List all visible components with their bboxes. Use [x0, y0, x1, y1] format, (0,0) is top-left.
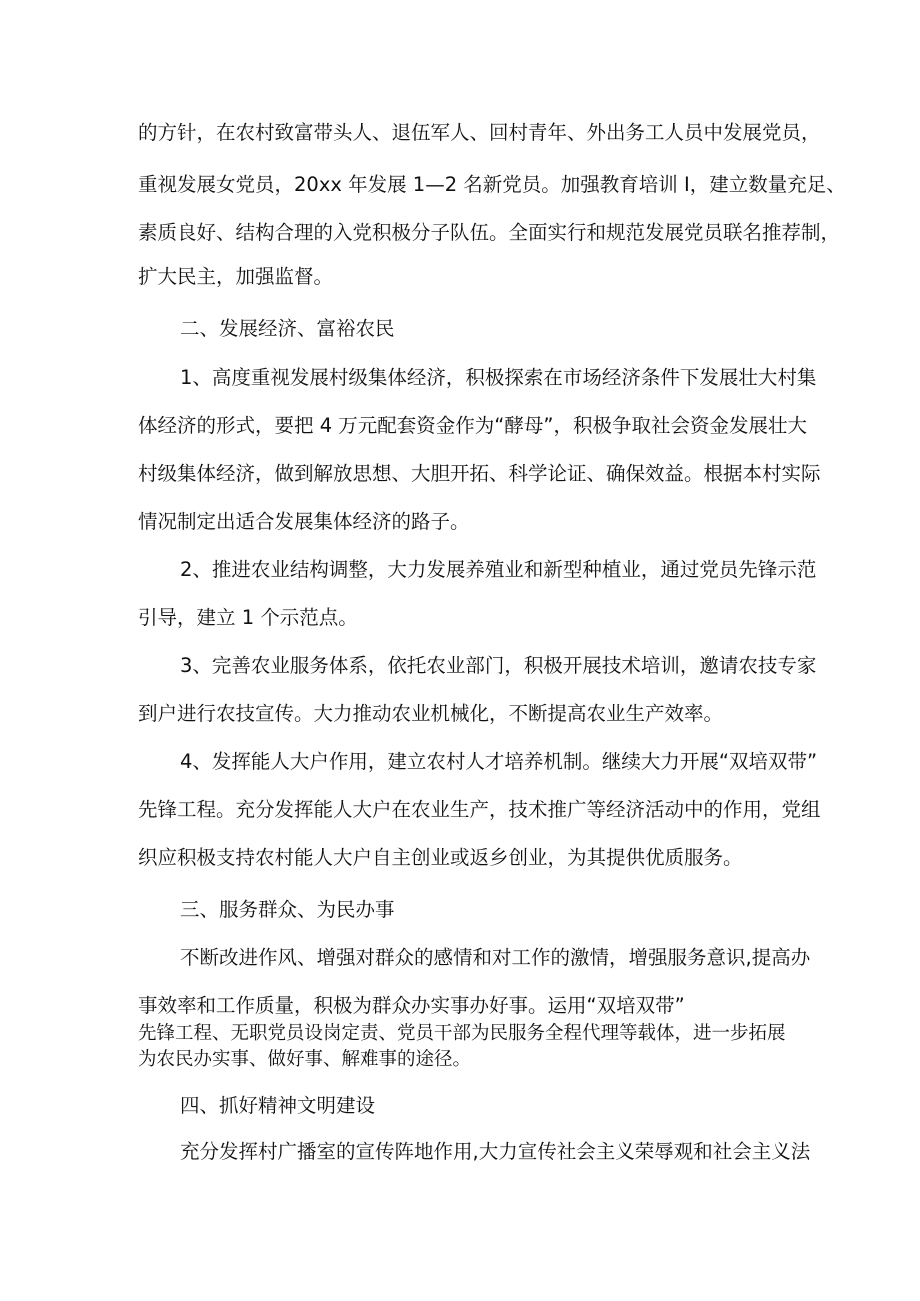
text-line: 事效率和工作质量，积极为群众办实事办好事。运用“双培双带” — [138, 994, 685, 1017]
text-line: 2、推进农业结构调整，大力发展养殖业和新型种植业，通过党员先锋示范 — [180, 558, 817, 581]
text-line: 引导，建立 1 个示范点。 — [138, 606, 358, 629]
text-line: 为农民办实事、做好事、解难事的途径。 — [138, 1049, 472, 1070]
text-line: 情况制定出适合发展集体经济的路子。 — [138, 510, 470, 533]
text-line: 体经济的形式，要把 4 万元配套资金作为“酵母”，积极争取社会资金发展壮大 — [138, 414, 808, 437]
text-line: 织应积极支持农村能人大户自主创业或返乡创业，为其提供优质服务。 — [138, 846, 743, 869]
text-line: 3、完善农业服务体系，依托农业部门，积极开展技术培训，邀请农技专家 — [180, 654, 817, 677]
section-heading: 四、抓好精神文明建设 — [180, 1094, 376, 1117]
section-heading: 二、发展经济、富裕农民 — [180, 317, 395, 340]
text-line: 重视发展女党员，20xx 年发展 1—2 名新党员。加强教育培训 I，建立数量充足、 — [138, 173, 846, 196]
text-line: 先锋工程、无职党员设岗定责、党员干部为民服务全程代理等载体，进一步拓展 — [138, 1023, 786, 1044]
text-line: 先锋工程。充分发挥能人大户在农业生产，技术推广等经济活动中的作用，党组 — [138, 798, 821, 821]
text-line: 的方针，在农村致富带头人、退伍军人、回村青年、外出务工人员中发展党员， — [138, 121, 821, 144]
text-line: 村级集体经济，做到解放思想、大胆开拓、科学论证、确保效益。根据本村实际 — [138, 462, 821, 485]
text-line: 充分发挥村广播室的宣传阵地作用,大力宣传社会主义荣辱观和社会主义法 — [180, 1140, 811, 1163]
text-line: 扩大民主，加强监督。 — [138, 265, 334, 288]
text-line: 1、高度重视发展村级集体经济，积极探索在市场经济条件下发展壮大村集 — [180, 366, 817, 389]
section-heading: 三、服务群众、为民办事 — [180, 898, 395, 921]
text-line: 素质良好、结构合理的入党积极分子队伍。全面实行和规范发展党员联名推荐制， — [138, 221, 841, 244]
text-line: 不断改进作风、增强对群众的感情和对工作的激情，增强服务意识,提高办 — [180, 946, 811, 969]
text-line: 到户进行农技宣传。大力推动农业机械化，不断提高农业生产效率。 — [138, 702, 724, 725]
text-line: 4、发挥能人大户作用，建立农村人才培养机制。继续大力开展“双培双带” — [180, 750, 818, 773]
